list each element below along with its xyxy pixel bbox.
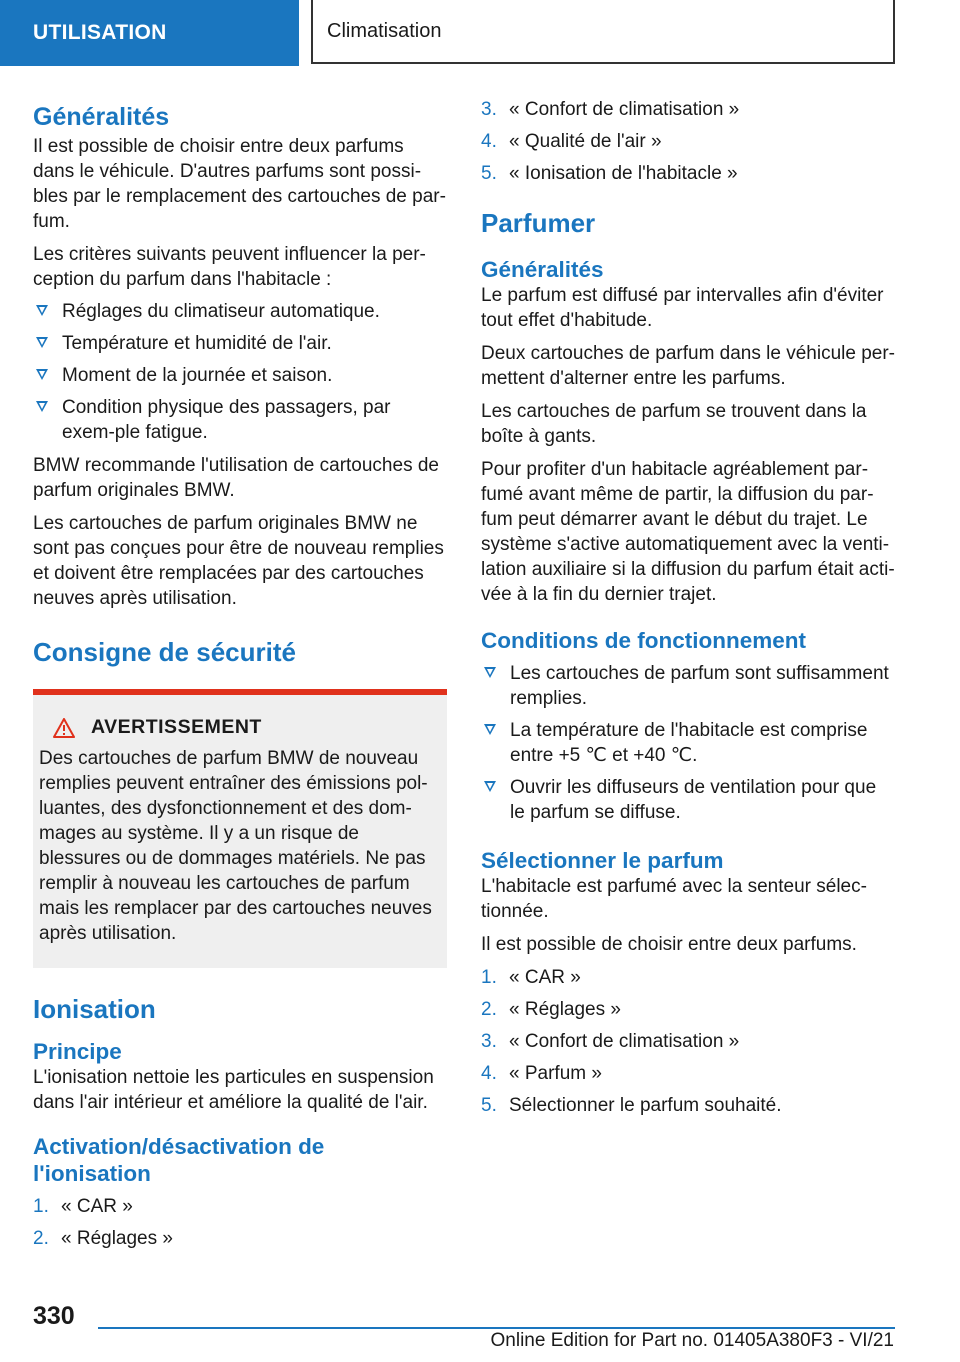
triangle-bullet-icon bbox=[36, 401, 48, 412]
warning-text: Des cartouches de parfum BMW de nouveau remplies peuvent entraîner des émissions pol-luantes, des dysfonctionnement et des dom-mages au système. Il y a un risque de blessures ou de dommages matériels. Ne pas remplir à nouveau les cartouches de parfum mais les remplacer par des cartouches neuves après utilisation. bbox=[39, 748, 432, 944]
triangle-bullet-icon bbox=[36, 369, 48, 380]
perfume-heading: Parfumer bbox=[481, 208, 596, 238]
triangle-bullet-icon bbox=[484, 667, 496, 678]
list-item: Moment de la journée et saison. bbox=[33, 363, 447, 388]
page-number: 330 bbox=[33, 1302, 75, 1330]
list-item: 1. « CAR » bbox=[33, 1196, 133, 1217]
general-heading: Généralités bbox=[33, 103, 170, 131]
triangle-bullet-icon bbox=[484, 781, 496, 792]
warning-title: AVERTISSEMENT bbox=[91, 716, 262, 738]
list-item: 3. « Confort de climatisation » bbox=[481, 1031, 740, 1052]
criteria-list bbox=[33, 299, 447, 445]
list-item: 4. « Qualité de l'air » bbox=[481, 131, 662, 152]
general-paragraph-2: Les critères suivants peuvent influencer la per-ception du parfum dans l'habitacle : bbox=[33, 244, 426, 290]
select-paragraph-2: Il est possible de choisir entre deux parfums. bbox=[481, 934, 857, 955]
list-item: 2. « Réglages » bbox=[33, 1228, 173, 1249]
list-item: 1. « CAR » bbox=[481, 967, 581, 988]
warning-triangle-icon bbox=[53, 718, 75, 738]
list-item: Les cartouches de parfum sont suffisamment remplies. bbox=[481, 661, 895, 711]
safety-heading: Consigne de sécurité bbox=[33, 637, 296, 667]
list-item: 2. « Réglages » bbox=[481, 999, 621, 1020]
list-item: Ouvrir les diffuseurs de ventilation pour que le parfum se diffuse. bbox=[481, 775, 895, 825]
general-paragraph-3: BMW recommande l'utilisation de cartouches de parfum originales BMW. bbox=[33, 455, 439, 501]
perfume-paragraph-1: Le parfum est diffusé par intervalles afin d'éviter tout effet d'habitude. bbox=[481, 285, 884, 331]
left-column bbox=[33, 100, 447, 1251]
list-item: La température de l'habitacle est comprise entre +5 ℃ et +40 ℃. bbox=[481, 718, 895, 768]
footer-divider bbox=[98, 1327, 895, 1329]
list-item: 5. « Ionisation de l'habitacle » bbox=[481, 163, 738, 184]
warning-header bbox=[39, 715, 441, 740]
perfume-general-heading: Généralités bbox=[481, 257, 604, 282]
list-item: 5. Sélectionner le parfum souhaité. bbox=[481, 1095, 782, 1116]
triangle-bullet-icon bbox=[36, 305, 48, 316]
activation-steps bbox=[33, 1194, 447, 1251]
select-paragraph-1: L'habitacle est parfumé avec la senteur sélec-tionnée. bbox=[481, 876, 867, 922]
list-item: 3. « Confort de climatisation » bbox=[481, 99, 740, 120]
list-item: Température et humidité de l'air. bbox=[33, 331, 447, 356]
conditions-list bbox=[481, 661, 895, 825]
activation-heading: Activation/désactivation de l'ionisation bbox=[33, 1134, 325, 1186]
triangle-bullet-icon bbox=[484, 724, 496, 735]
section-title: UTILISATION bbox=[33, 21, 167, 44]
ionisation-heading: Ionisation bbox=[33, 994, 156, 1024]
list-item: 4. « Parfum » bbox=[481, 1063, 602, 1084]
principle-text: L'ionisation nettoie les particules en suspension dans l'air intérieur et améliore la qualité de l'air. bbox=[33, 1067, 434, 1113]
list-item: Condition physique des passagers, par exem-ple fatigue. bbox=[33, 395, 447, 445]
chapter-header bbox=[311, 0, 895, 64]
general-paragraph-4: Les cartouches de parfum originales BMW ne sont pas conçues pour être de nouveau remplies et doivent être remplacées par des cartouches neuves après utilisation. bbox=[33, 513, 444, 609]
conditions-heading: Conditions de fonctionnement bbox=[481, 628, 806, 653]
list-item: Réglages du climatiseur automatique. bbox=[33, 299, 447, 324]
edition-text: Online Edition for Part no. 01405A380F3 - VI/21 bbox=[490, 1330, 894, 1351]
triangle-bullet-icon bbox=[36, 337, 48, 348]
right-column bbox=[481, 100, 895, 1118]
principle-heading: Principe bbox=[33, 1039, 122, 1064]
perfume-paragraph-2: Deux cartouches de parfum dans le véhicule per-mettent d'alterner entre les parfums. bbox=[481, 343, 896, 389]
general-paragraph-1: Il est possible de choisir entre deux parfums dans le véhicule. D'autres parfums sont possi-bles par le remplacement des cartouches de par-fum. bbox=[33, 136, 446, 232]
chapter-title: Climatisation bbox=[327, 19, 442, 42]
perfume-paragraph-3: Les cartouches de parfum se trouvent dans la boîte à gants. bbox=[481, 401, 867, 447]
select-steps bbox=[481, 965, 895, 1118]
perfume-paragraph-4: Pour profiter d'un habitacle agréablement par-fumé avant même de partir, la diffusion du par-fum peut démarrer avant le début du trajet. Le système s'active automatiquement avec la venti-lation auxiliaire si la diffusion du parfum était acti-vée à la fin du dernier trajet. bbox=[481, 459, 895, 605]
select-perfume-heading: Sélectionner le parfum bbox=[481, 848, 724, 873]
warning-box bbox=[33, 689, 447, 968]
section-tab bbox=[0, 0, 299, 66]
activation-steps-continued bbox=[481, 97, 895, 186]
